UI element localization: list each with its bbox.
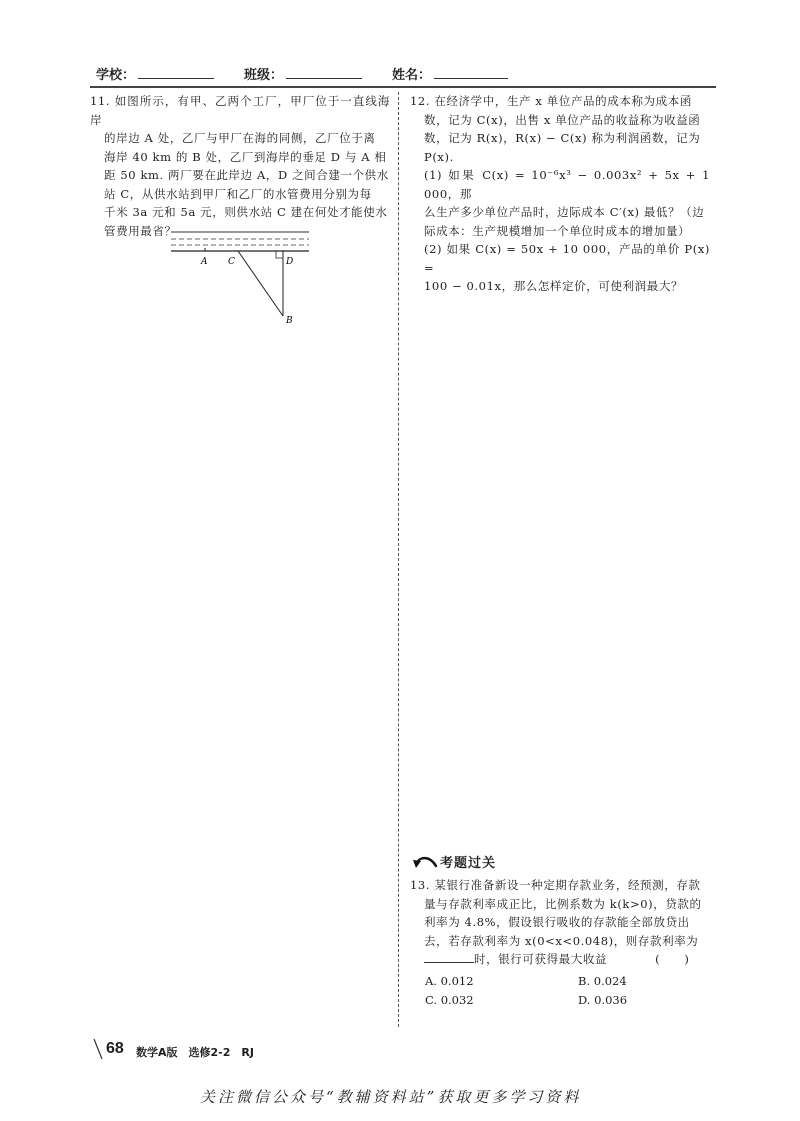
problem-12-line: 12. 在经济学中，生产 x 单位产品的成本称为成本函 <box>410 94 692 108</box>
header-rule <box>90 86 716 88</box>
label-b: B <box>286 316 293 326</box>
problem-11-line: 管费用最省？ <box>104 223 177 238</box>
problem-13-line: 去，若存款利率为 x(0<x<0.048)，则存款利率为 <box>424 933 699 948</box>
segment-cb <box>238 251 283 316</box>
coast-figure <box>165 226 315 326</box>
problem-11-line: 的岸边 A 处，乙厂与甲厂在海的同侧，乙厂位于离 <box>104 131 376 145</box>
problem-12-part1-line: 么生产多少单位产品时，边际成本 C′(x) 最低？（边 <box>424 205 705 219</box>
column-divider <box>398 92 399 1027</box>
problem-13-line: 利率为 4.8%，假设银行吸收的存款能全部放贷出 <box>424 915 690 929</box>
name-label: 姓名： <box>392 68 432 83</box>
problem-11 <box>90 92 390 240</box>
watermark-text: 关注微信公众号“教辅资料站”获取更多学习资料 <box>200 1088 582 1106</box>
footer-slash-icon <box>92 1038 104 1060</box>
problem-13-last-text: 时，银行可获得最大收益 <box>474 952 608 966</box>
problem-12-part1-line: (1) 如果 C(x) = 10⁻⁶x³ − 0.003x² + 5x + 1 000，那 <box>424 168 710 201</box>
choice-a: A. 0.012 <box>425 974 474 988</box>
problem-13 <box>410 876 710 969</box>
problem-13-last-line <box>410 950 710 969</box>
school-label: 学校： <box>96 68 136 83</box>
problem-12-line: 数，记为 C(x)，出售 x 单位产品的收益称为收益函 <box>424 112 701 127</box>
problem-12-part2-line: 100 − 0.01x，那么怎样定价，可使利润最大？ <box>424 279 684 293</box>
problem-12-part1-line: 际成本：生产规模增加一个单位时成本的增加量） <box>424 223 691 238</box>
problem-11-line: 海岸 40 km 的 B 处，乙厂到海岸的垂足 D 与 A 相 <box>104 149 387 164</box>
school-blank <box>138 78 214 79</box>
curved-arrow-icon <box>412 854 438 870</box>
problem-11-line: 11. 如图所示，有甲、乙两个工厂，甲厂位于一直线海岸 <box>90 94 390 127</box>
problem-12-part2-line: (2) 如果 C(x) = 50x + 10 000，产品的单价 P(x) = <box>424 242 710 275</box>
section-title: 考题过关 <box>440 856 497 871</box>
choice-d: D. 0.036 <box>578 993 628 1007</box>
choice-c: C. 0.032 <box>425 993 474 1007</box>
name-blank <box>434 78 508 79</box>
class-label: 班级： <box>244 68 284 83</box>
page-number: 68 <box>106 1040 124 1057</box>
problem-11-line: 站 C，从供水站到甲厂和乙厂的水管费用分别为每 <box>104 186 372 201</box>
choice-b: B. 0.024 <box>578 974 627 988</box>
book-edition: 数学A版 选修2-2 RJ <box>136 1046 254 1059</box>
problem-11-line: 距 50 km. 两厂要在此岸边 A，D 之间合建一个供水 <box>104 168 389 182</box>
right-angle-mark <box>276 251 283 258</box>
label-c: C <box>228 257 235 267</box>
problem-12-line: P(x). <box>424 149 454 164</box>
problem-13-line: 13. 某银行准备新设一种定期存款业务，经预测，存款 <box>410 878 701 892</box>
label-d: D <box>286 257 294 267</box>
answer-paren: ( ) <box>655 952 690 966</box>
problem-11-line: 千米 3a 元和 5a 元，则供水站 C 建在何处才能使水 <box>104 205 388 219</box>
problem-13-line: 量与存款利率成正比，比例系数为 k(k>0)，贷款的 <box>424 896 702 911</box>
label-a: A <box>201 257 208 267</box>
section-header <box>412 852 496 871</box>
class-blank <box>286 78 362 79</box>
problem-12 <box>410 92 710 296</box>
problem-12-line: 数，记为 R(x)，R(x) − C(x) 称为利润函数，记为 <box>424 131 701 145</box>
answer-blank <box>424 950 474 963</box>
